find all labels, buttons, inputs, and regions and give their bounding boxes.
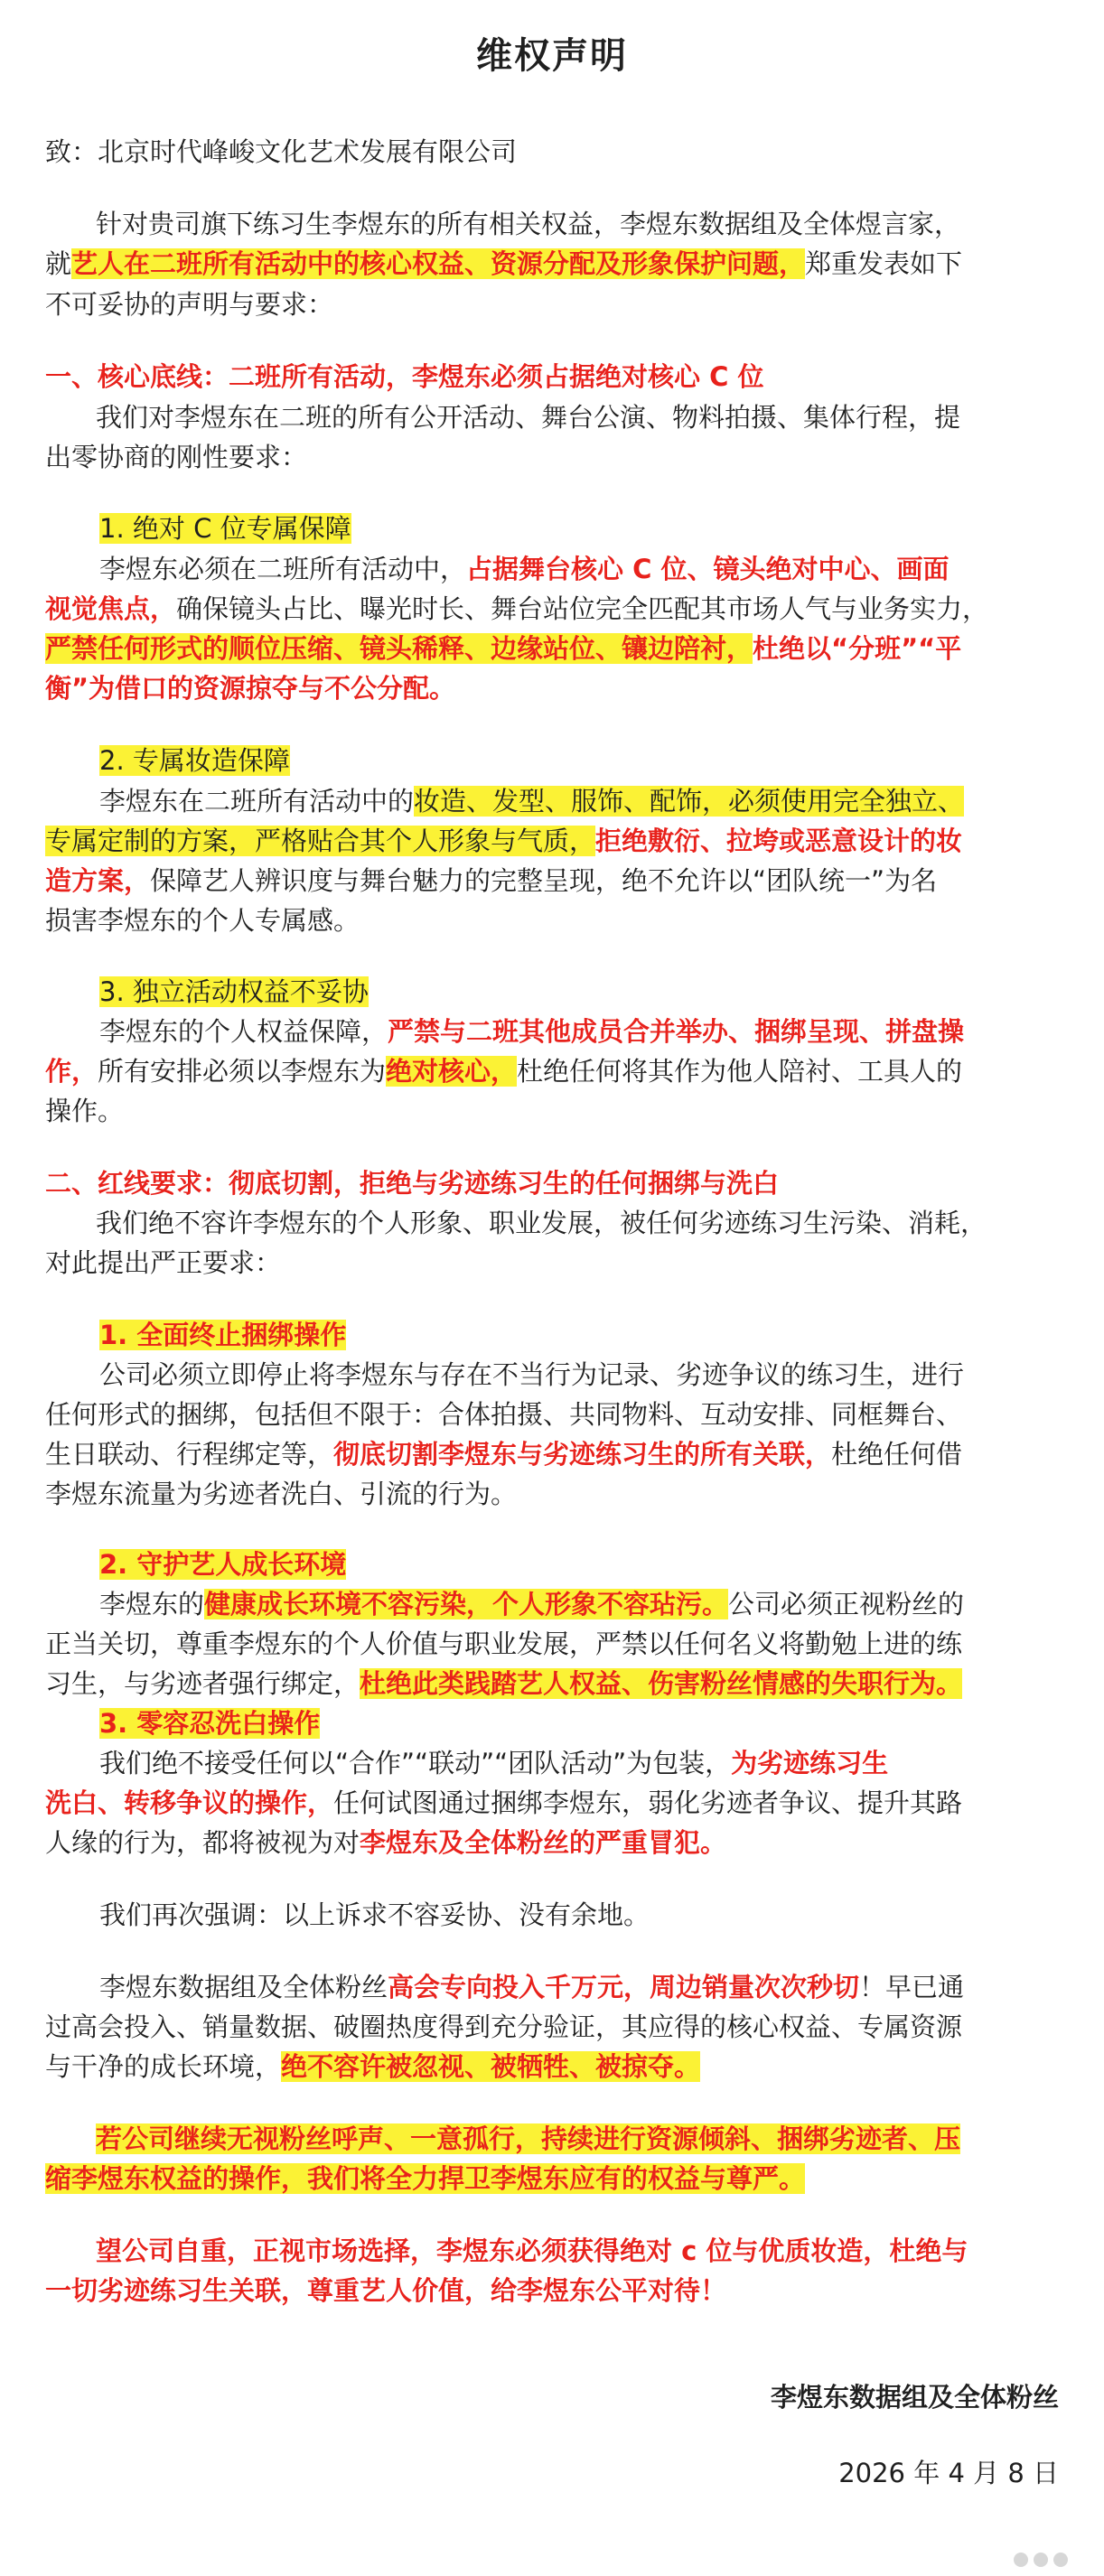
- item-text-line: 习生，与劣迹者强行绑定，杜绝此类践踏艺人权益、伤害粉丝情感的失职行为。: [45, 1668, 963, 1699]
- stress-line: 我们再次强调：以上诉求不容妥协、没有余地。: [99, 1899, 650, 1930]
- section1-heading: 一、核心底线：二班所有活动，李煜东必须占据绝对核心 C 位: [45, 361, 764, 392]
- section2-paragraph-line: 对此提出严正要求：: [45, 1247, 282, 1278]
- item-text-line: 李煜东必须在二班所有活动中，占据舞台核心 C 位、镜头绝对中心、画面: [99, 554, 950, 584]
- section1-paragraph-line: 出零协商的刚性要求：: [45, 442, 308, 472]
- item-title: 2. 专属妆造保障: [99, 745, 290, 776]
- intro-line-1: 针对贵司旗下练习生李煜东的所有相关权益，李煜东数据组及全体煜言家，: [96, 209, 961, 239]
- item-text-line: 人缘的行为，都将被视为对李煜东及全体粉丝的严重冒犯。: [45, 1827, 727, 1858]
- item-text-line: 洗白、转移争议的操作，任何试图通过捆绑李煜东，弱化劣迹者争议、提升其路: [45, 1787, 963, 1818]
- warning-line: 若公司继续无视粉丝呼声、一意孤行，持续进行资源倾斜、捆绑劣迹者、压: [96, 2123, 961, 2154]
- item-text-line: 操作。: [45, 1096, 125, 1126]
- item-title: 1. 全面终止捆绑操作: [99, 1320, 347, 1350]
- item-text-line: 造方案，保障艺人辨识度与舞台魅力的完整呈现，绝不允许以“团队统一”为名: [45, 865, 938, 896]
- intro-text: 就: [45, 248, 72, 279]
- item-text-line: 生日联动、行程绑定等，彻底切割李煜东与劣迹练习生的所有关联，杜绝任何借: [45, 1439, 963, 1470]
- final-line: 一切劣迹练习生关联，尊重艺人价值，给李煜东公平对待！: [45, 2275, 727, 2306]
- item-text-line: 专属定制的方案，严格贴合其个人形象与气质，拒绝敷衍、拉垮或恶意设计的妆: [45, 826, 963, 856]
- item-text-line: 李煜东流量为劣迹者洗白、引流的行为。: [45, 1479, 518, 1509]
- intro-highlight: 艺人在二班所有活动中的核心权益、资源分配及形象保护问题，: [71, 248, 806, 279]
- item-text-line: 李煜东的健康成长环境不容污染，个人形象不容玷污。公司必须正视粉丝的: [99, 1589, 965, 1619]
- item-text-line: 严禁任何形式的顺位压缩、镜头稀释、边缘站位、镶边陪衬，杜绝以“分班”“平: [45, 633, 962, 664]
- item-title: 3. 零容忍洗白操作: [99, 1708, 321, 1739]
- watermark-dots-icon: [1014, 2553, 1068, 2567]
- intro-line-3: 不可妥协的声明与要求：: [45, 289, 334, 320]
- section1-paragraph-line: 我们对李煜东在二班的所有公开活动、舞台公演、物料拍摄、集体行程，提: [96, 402, 961, 433]
- item-text-line: 公司必须立即停止将李煜东与存在不当行为记录、劣迹争议的练习生，进行: [99, 1359, 965, 1390]
- warning-line: 缩李煜东权益的操作，我们将全力捍卫李煜东应有的权益与尊严。: [45, 2163, 806, 2194]
- item-text-line: 正当关切，尊重李煜东的个人价值与职业发展，严禁以任何名义将勤勉上进的练: [45, 1629, 963, 1659]
- item-title: 2. 守护艺人成长环境: [99, 1549, 347, 1580]
- signature: 李煜东数据组及全体粉丝: [770, 2382, 1059, 2413]
- item-text-line: 衡”为借口的资源掠夺与不公分配。: [45, 673, 456, 704]
- final-line: 望公司自重，正视市场选择，李煜东必须获得绝对 c 位与优质妆造，杜绝与: [96, 2235, 968, 2266]
- intro-line-2: [45, 246, 962, 282]
- item-text-line: 任何形式的捆绑，包括但不限于：合体拍摄、共同物料、互动安排、同框舞台、: [45, 1399, 963, 1430]
- section2-heading: 二、红线要求：彻底切割，拒绝与劣迹练习生的任何捆绑与洗白: [45, 1168, 780, 1199]
- item-text-line: 李煜东在二班所有活动中的妆造、发型、服饰、配饰，必须使用完全独立、: [99, 786, 965, 817]
- item-text-line: 视觉焦点，确保镜头占比、曝光时长、舞台站位完全匹配其市场人气与业务实力，: [45, 593, 989, 624]
- closing-line: 李煜东数据组及全体粉丝高会专向投入千万元，周边销量次次秒切！早已通: [99, 1972, 965, 2002]
- item-title: 3. 独立活动权益不妥协: [99, 976, 369, 1007]
- date: 2026 年 4 月 8 日: [838, 2458, 1059, 2488]
- item-title: 1. 绝对 C 位专属保障: [99, 513, 351, 544]
- closing-line: 过高会投入、销量数据、破圈热度得到充分验证，其应得的核心权益、专属资源: [45, 2011, 963, 2042]
- addressee: 致：北京时代峰峻文化艺术发展有限公司: [45, 136, 518, 167]
- document-title: 维权声明: [476, 35, 628, 77]
- item-text-line: 作，所有安排必须以李煜东为绝对核心，杜绝任何将其作为他人陪衬、工具人的: [45, 1056, 963, 1087]
- item-text-line: 李煜东的个人权益保障，严禁与二班其他成员合并举办、捆绑呈现、拼盘操: [99, 1016, 965, 1047]
- item-text-line: 我们绝不接受任何以“合作”“联动”“团队活动”为包装，为劣迹练习生: [99, 1748, 889, 1778]
- item-text-line: 损害李煜东的个人专属感。: [45, 905, 360, 936]
- section2-paragraph-line: 我们绝不容许李煜东的个人形象、职业发展，被任何劣迹练习生污染、消耗，: [96, 1208, 987, 1238]
- closing-line: 与干净的成长环境，绝不容许被忽视、被牺牲、被掠夺。: [45, 2051, 701, 2082]
- intro-text: 郑重发表如下: [805, 248, 963, 279]
